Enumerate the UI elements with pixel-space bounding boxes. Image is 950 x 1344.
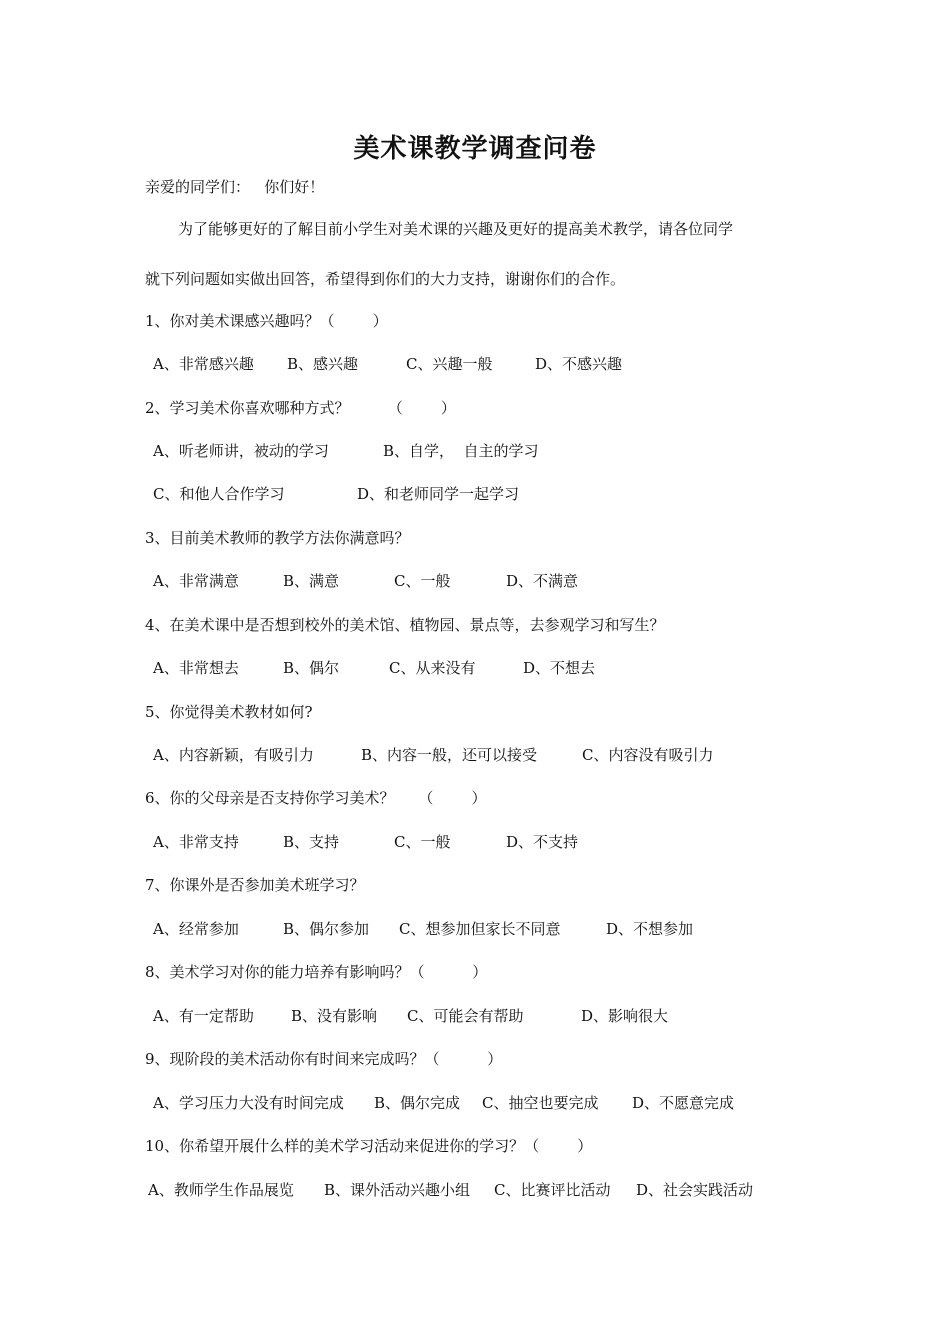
greeting: 亲爱的同学们： 你们好！	[145, 178, 325, 196]
question-8-option-b[interactable]: B、没有影响	[291, 1007, 378, 1025]
question-9-option-d[interactable]: D、不愿意完成	[632, 1094, 735, 1112]
question-10-option-b[interactable]: B、课外活动兴趣小组	[324, 1181, 471, 1199]
question-2: 2、学习美术你喜欢哪种方式？ （ ）	[145, 399, 456, 417]
question-8-option-c[interactable]: C、可能会有帮助	[407, 1007, 524, 1025]
question-10-option-c[interactable]: C、比赛评比活动	[494, 1181, 611, 1199]
question-6: 6、你的父母亲是否支持你学习美术？ （ ）	[145, 789, 487, 807]
question-5-option-a[interactable]: A、内容新颖，有吸引力	[153, 746, 314, 764]
question-4-option-a[interactable]: A、非常想去	[153, 659, 239, 677]
question-8-option-a[interactable]: A、有一定帮助	[153, 1007, 254, 1025]
question-4-option-b[interactable]: B、偶尔	[283, 659, 340, 677]
question-2-option-b[interactable]: B、自学， 自主的学习	[383, 442, 539, 460]
question-6-option-c[interactable]: C、一般	[394, 833, 451, 851]
question-7-option-d[interactable]: D、不想参加	[606, 920, 694, 938]
question-4-option-c[interactable]: C、从来没有	[389, 659, 476, 677]
question-9-option-b[interactable]: B、偶尔完成	[374, 1094, 461, 1112]
question-8: 8、美术学习对你的能力培养有影响吗？（ ）	[145, 963, 488, 981]
question-10-option-a[interactable]: A、教师学生作品展览	[148, 1181, 294, 1199]
question-2-option-c[interactable]: C、和他人合作学习	[153, 485, 285, 503]
question-5-option-c[interactable]: C、内容没有吸引力	[582, 746, 714, 764]
question-1-option-a[interactable]: A、非常感兴趣	[153, 355, 254, 373]
question-4-option-d[interactable]: D、不想去	[523, 659, 596, 677]
question-1-option-c[interactable]: C、兴趣一般	[406, 355, 493, 373]
question-5-option-b[interactable]: B、内容一般，还可以接受	[361, 746, 538, 764]
question-5: 5、你觉得美术教材如何?	[145, 703, 313, 721]
intro-line-2: 就下列问题如实做出回答，希望得到你们的大力支持，谢谢你们的合作。	[145, 270, 626, 288]
document-title: 美术课教学调查问卷	[353, 134, 597, 164]
question-8-option-d[interactable]: D、影响很大	[581, 1007, 669, 1025]
question-6-option-b[interactable]: B、支持	[283, 833, 340, 851]
question-3-option-b[interactable]: B、满意	[283, 572, 340, 590]
question-9: 9、现阶段的美术活动你有时间来完成吗？（ ）	[145, 1050, 503, 1068]
question-1-option-b[interactable]: B、感兴趣	[287, 355, 359, 373]
question-2-option-d[interactable]: D、和老师同学一起学习	[357, 485, 520, 503]
question-7-option-c[interactable]: C、想参加但家长不同意	[399, 920, 561, 938]
question-10-option-d[interactable]: D、社会实践活动	[636, 1181, 754, 1199]
question-1-option-d[interactable]: D、不感兴趣	[535, 355, 623, 373]
question-6-option-d[interactable]: D、不支持	[506, 833, 579, 851]
intro-line-1: 为了能够更好的了解目前小学生对美术课的兴趣及更好的提高美术教学，请各位同学	[178, 220, 734, 238]
question-4: 4、在美术课中是否想到校外的美术馆、植物园、景点等，去参观学习和写生？	[145, 616, 665, 634]
question-9-option-a[interactable]: A、学习压力大没有时间完成	[153, 1094, 344, 1112]
question-10: 10、你希望开展什么样的美术学习活动来促进你的学习？（ ）	[145, 1137, 593, 1155]
question-9-option-c[interactable]: C、抽空也要完成	[482, 1094, 599, 1112]
question-7: 7、你课外是否参加美术班学习？	[145, 876, 365, 894]
question-6-option-a[interactable]: A、非常支持	[153, 833, 239, 851]
question-7-option-a[interactable]: A、经常参加	[153, 920, 239, 938]
question-1: 1、你对美术课感兴趣吗？（ ）	[145, 312, 388, 330]
question-3-option-c[interactable]: C、一般	[394, 572, 451, 590]
question-3-option-a[interactable]: A、非常满意	[153, 572, 239, 590]
question-2-option-a[interactable]: A、听老师讲，被动的学习	[153, 442, 329, 460]
question-3-option-d[interactable]: D、不满意	[506, 572, 579, 590]
question-3: 3、目前美术教师的教学方法你满意吗？	[145, 529, 410, 547]
question-7-option-b[interactable]: B、偶尔参加	[283, 920, 370, 938]
